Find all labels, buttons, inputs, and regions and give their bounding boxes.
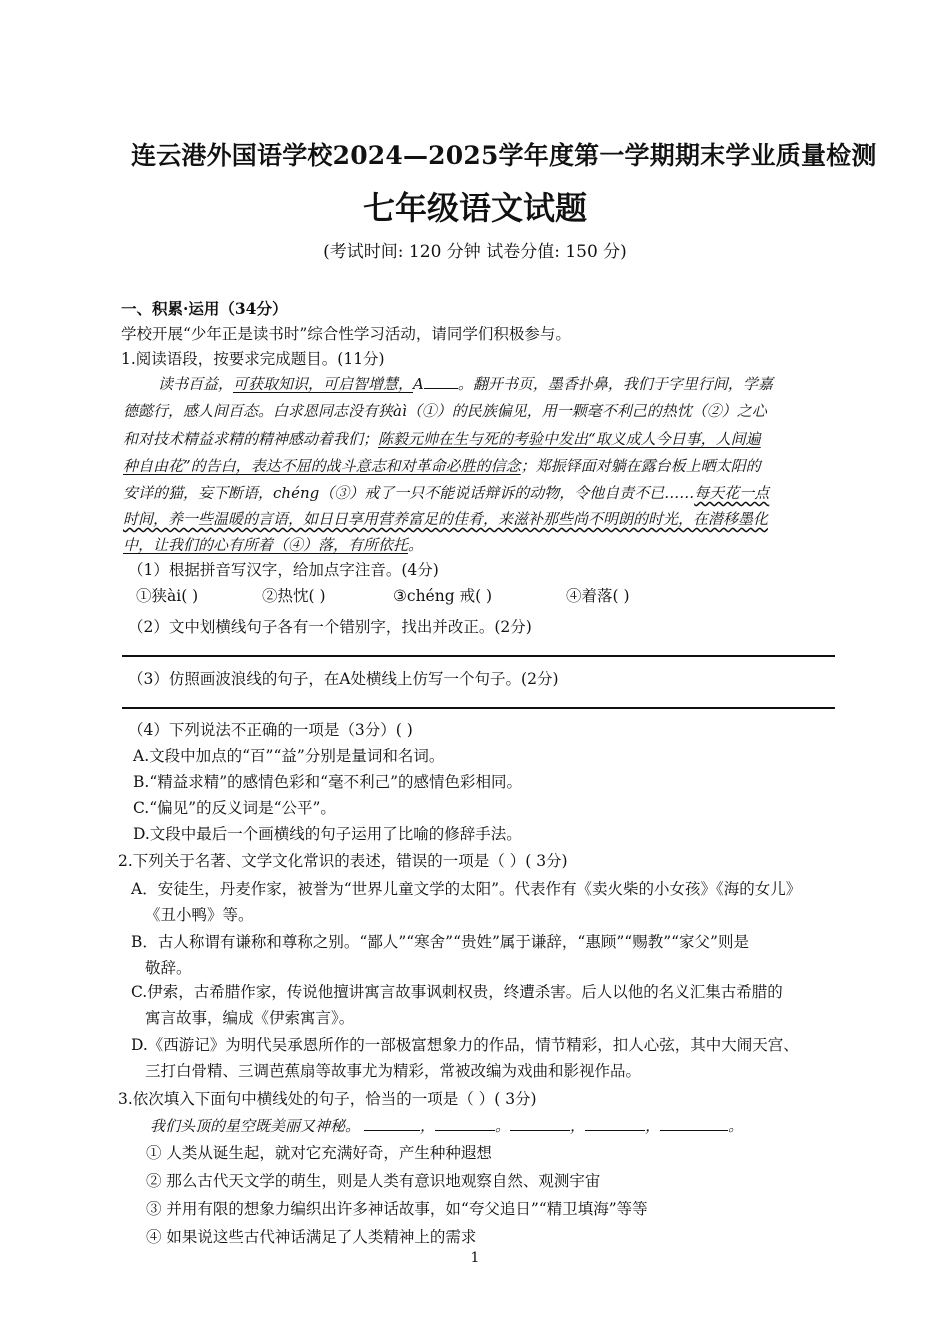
q2-option-d[interactable]: D.《西游记》为明代吴承恩所作的一部极富想象力的作品，情节精彩，扣人心弦，其中大闹天宫、 [131, 1036, 799, 1054]
sub4-option-b[interactable]: B.“精益求精”的感情色彩和“毫不利己”的感情色彩相同。 [133, 773, 523, 791]
sub3-label: （3）仿照画波浪线的句子，在A处横线上仿写一个句子。(2分) [128, 670, 559, 688]
q3-blank-1[interactable] [364, 1118, 420, 1131]
passage-text: 和对技术精益求精的精神感动着我们； [123, 430, 379, 448]
sub2-label: （2）文中划横线句子各有一个错别字，找出并改正。(2分) [128, 618, 532, 636]
blank-a-label: A [413, 375, 424, 393]
passage-line-2: 德懿行，感人间百态。白求恩同志没有狭àì（①）的民族偏见，用一颗毫不利己的热忱（②）之心 [123, 402, 767, 420]
passage-text: ；郑振铎面对躺在露台板上晒太阳的 [520, 457, 761, 475]
q2-option-c[interactable]: C.伊索，古希腊作家，传说他擅讲寓言故事讽刺权贵，终遭杀害。后人以他的名义汇集古希腊的 [131, 983, 783, 1001]
q2-option-c-cont: 寓言故事，编成《伊索寓言》。 [145, 1009, 355, 1027]
passage-text: 安详的猫，妄下断语，chéng（③）戒了一只不能说话辩诉的动物，令他自责不已…… [123, 484, 695, 502]
passage-line-6 [123, 508, 768, 529]
passage-text: 。翻开书页，墨香扑鼻，我们于字里行间，学嘉 [457, 375, 773, 393]
q3-blank-2[interactable] [435, 1118, 495, 1131]
passage-line-1 [158, 373, 773, 394]
q3-item-3[interactable]: ③ 并用有限的想象力编织出许多神话故事，如“夸父追日”“精卫填海”等等 [146, 1200, 648, 1218]
underlined-sentence: 可获取知识，可启智增慧， [233, 375, 414, 393]
answer-line[interactable] [122, 707, 835, 709]
q2-option-b-cont: 敬辞。 [145, 959, 192, 977]
sub4-option-a[interactable]: A.文段中加点的“百”“益”分别是量词和名词。 [133, 747, 445, 765]
sub4-label: （4）下列说法不正确的一项是（3分）( ) [128, 721, 413, 739]
school-title: 连云港外国语学校2024—2025学年度第一学期期末学业质量检测 [131, 141, 877, 170]
wavy-sentence: 时间，养一些温暖的言语，如日日享用营养富足的佳肴，来滋补那些尚不明朗的时光，在潜移墨化 [123, 510, 769, 528]
exam-info: (考试时间: 120 分钟 试卷分值: 150 分) [323, 242, 627, 262]
q3-item-4[interactable]: ④ 如果说这些古代神话满足了人类精神上的需求 [146, 1228, 477, 1246]
sub4-option-d[interactable]: D.文段中最后一个画横线的句子运用了比喻的修辞手法。 [133, 825, 522, 843]
exam-title: 七年级语文试题 [362, 189, 587, 227]
section-heading: 一、积累·运用（34分） [121, 299, 288, 318]
page-number: 1 [470, 1250, 480, 1266]
q2-option-b[interactable]: B．古人称谓有谦称和尊称之别。“鄙人”“寒舍”“贵姓”属于谦辞，“惠顾”“赐教”“家父”则是 [131, 933, 749, 951]
q3-stem: 3.依次填入下面句中横线处的句子，恰当的一项是（ ）( 3分) [118, 1090, 537, 1108]
section-intro: 学校开展“少年正是读书时”综合性学习活动，请同学们积极参与。 [121, 325, 571, 343]
q2-stem: 2.下列关于名著、文学文化常识的表述，错误的一项是（ ）( 3分) [118, 852, 568, 870]
q3-item-1[interactable]: ① 人类从诞生起，就对它充满好奇，产生种种遐想 [146, 1144, 492, 1162]
passage-text: 读书百益， [158, 375, 234, 393]
passage-text: 。 [408, 536, 424, 554]
sub4-option-c[interactable]: C.“偏见”的反义词是“公平”。 [133, 799, 336, 817]
sub1-item-2[interactable]: ②热忱( ) [262, 587, 326, 605]
passage-line-5 [123, 482, 769, 503]
answer-line[interactable] [122, 655, 835, 657]
passage-line-4 [123, 455, 761, 476]
q3-blank-5[interactable] [660, 1118, 728, 1131]
q2-option-d-cont: 三打白骨精、三调芭蕉扇等故事尤为精彩，常被改编为戏曲和影视作品。 [145, 1062, 642, 1080]
passage-line-7 [123, 534, 423, 555]
q3-lead-sentence: 我们头顶的星空既美丽又神秘。 ， 。 ， ， 。 [150, 1117, 744, 1135]
q3-lead: 我们头顶的星空既美丽又神秘。 [150, 1117, 361, 1135]
q2-option-a-cont: 《丑小鸭》等。 [145, 906, 254, 924]
sub1-item-3[interactable]: ③chéng 戒( ) [393, 587, 493, 605]
sub1-label: （1）根据拼音写汉字，给加点字注音。(4分) [128, 561, 439, 579]
passage-line-3 [123, 428, 761, 449]
underlined-sentence: 陈毅元帅在生与死的考验中发出“取义成人今日事，人间遍 [378, 430, 761, 448]
q3-item-2[interactable]: ② 那么古代天文学的萌生，则是人类有意识地观察自然、观测宇宙 [146, 1172, 601, 1190]
sub1-item-1[interactable]: ①狭ài( ) [136, 587, 199, 605]
q3-blank-3[interactable] [510, 1118, 570, 1131]
wavy-sentence: 每天花一点 [694, 484, 770, 502]
sub1-item-4[interactable]: ④着落( ) [566, 587, 630, 605]
q3-blank-4[interactable] [585, 1118, 645, 1131]
underlined-sentence: 中，让我们的心有所着（④）落，有所依托 [123, 536, 409, 554]
underlined-sentence: 种自由花”的告白，表达不屈的战斗意志和对革命必胜的信念 [123, 457, 521, 475]
q1-stem: 1.阅读语段，按要求完成题目。(11分) [121, 350, 385, 368]
blank-a[interactable] [424, 376, 458, 389]
q2-option-a[interactable]: A．安徒生，丹麦作家，被誉为“世界儿童文学的太阳”。代表作有《卖火柴的小女孩》《海的女儿》 [131, 880, 802, 898]
